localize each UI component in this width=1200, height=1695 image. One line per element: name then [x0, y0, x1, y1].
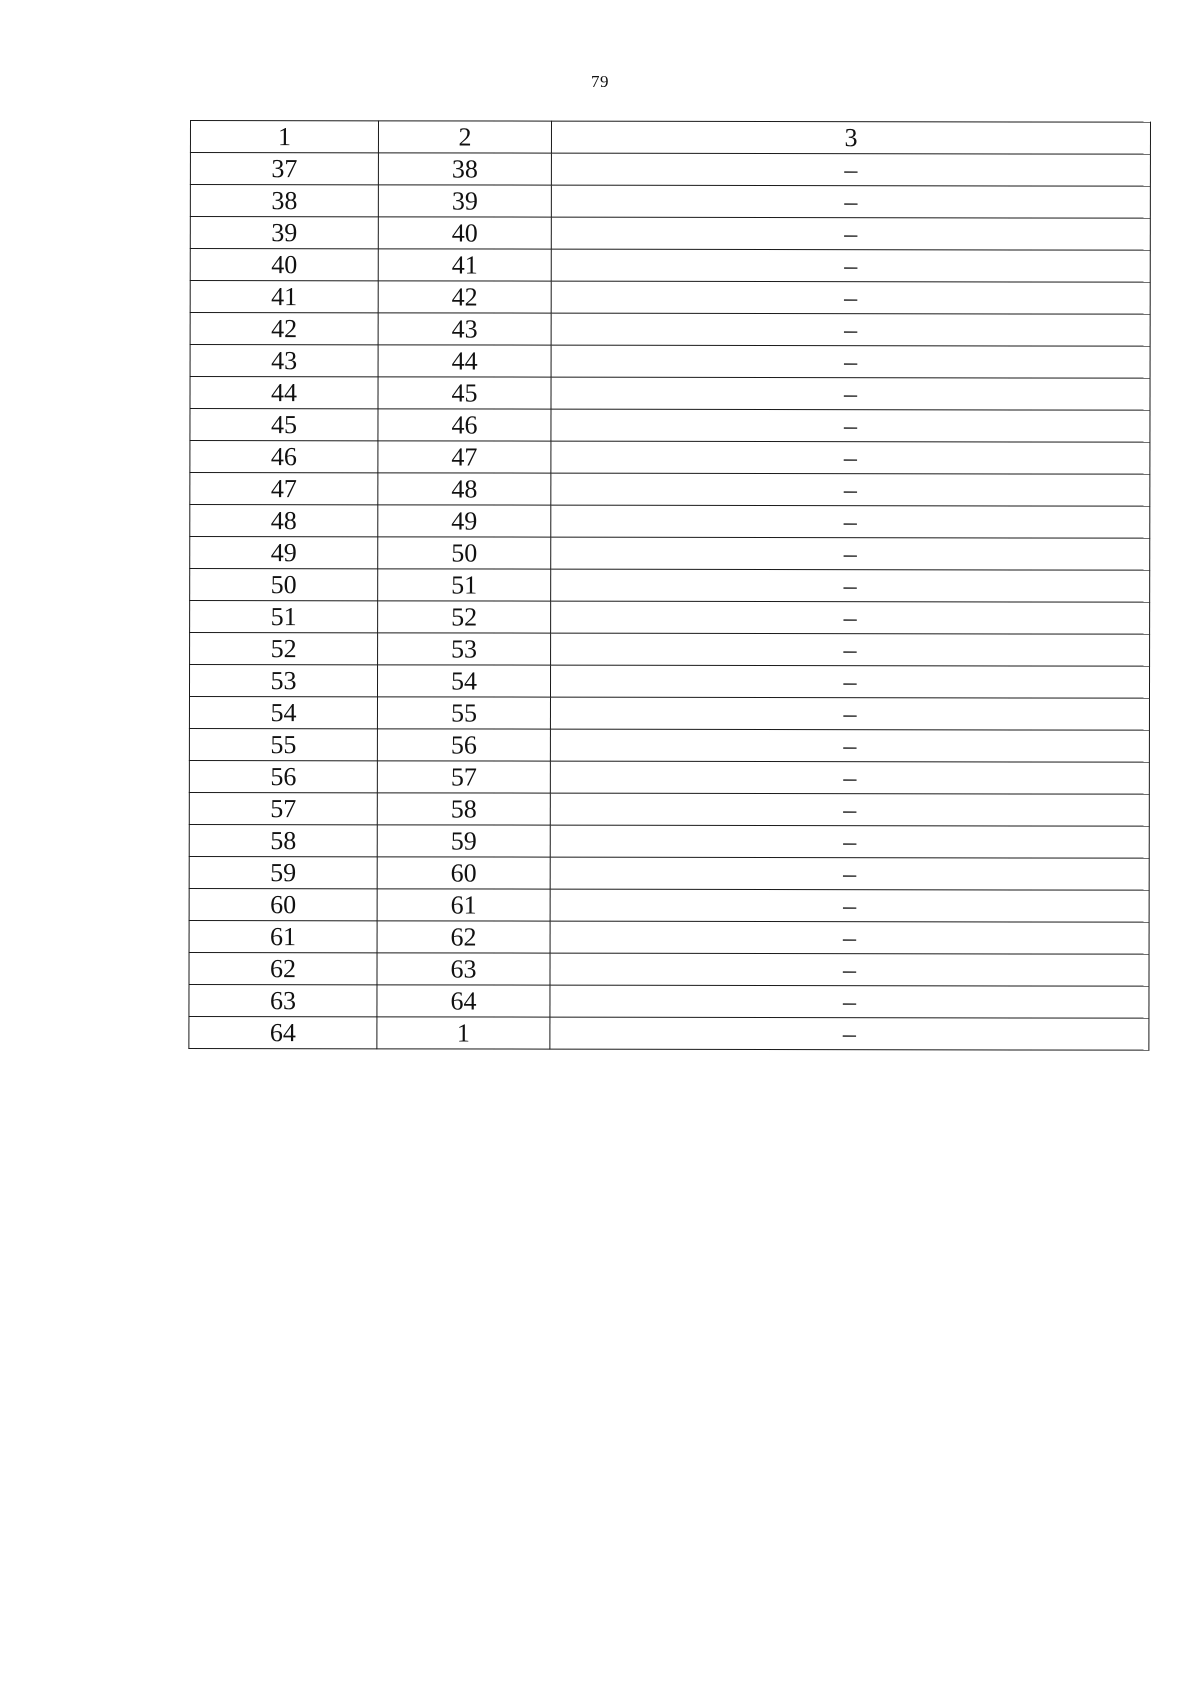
- table-cell-col-3: –: [550, 665, 1149, 698]
- table-cell-col-3: –: [551, 441, 1150, 474]
- table-row: [190, 633, 1150, 667]
- table-cell-col-3: –: [551, 153, 1150, 186]
- table-cell-col-3: –: [550, 825, 1149, 858]
- table-row: [190, 153, 1150, 187]
- table-cell-col-2: 1: [377, 1017, 550, 1049]
- table-cell-col-1: 39: [190, 217, 378, 249]
- table-cell-col-3: –: [551, 185, 1150, 218]
- table-cell-col-1: 37: [190, 153, 378, 185]
- table-cell-col-2: 40: [378, 217, 551, 249]
- table-cell-col-3: –: [551, 409, 1150, 442]
- table-cell-col-2: 61: [377, 889, 550, 921]
- table-cell-col-2: 48: [378, 473, 551, 505]
- table-row: [190, 409, 1150, 443]
- table-cell-col-1: 40: [190, 249, 378, 281]
- table-cell-col-1: 52: [190, 633, 378, 665]
- table-cell-col-3: –: [551, 313, 1150, 346]
- table-row: [190, 281, 1150, 315]
- table-row: [190, 537, 1150, 571]
- table-cell-col-2: 64: [377, 985, 550, 1017]
- table-row: [189, 952, 1149, 986]
- header-cell-col-3: 3: [551, 121, 1150, 154]
- table-cell-col-3: –: [550, 793, 1149, 826]
- table-cell-col-2: 52: [378, 601, 551, 633]
- table-cell-col-3: –: [550, 857, 1149, 890]
- table-row: [190, 441, 1150, 475]
- table-row: [190, 345, 1150, 379]
- table-cell-col-2: 53: [378, 633, 551, 665]
- table-cell-col-1: 48: [190, 505, 378, 537]
- table-row: [189, 728, 1149, 762]
- table-cell-col-1: 47: [190, 473, 378, 505]
- table-cell-col-2: 46: [378, 409, 551, 441]
- table-cell-col-3: –: [551, 345, 1150, 378]
- table-row: [189, 697, 1149, 731]
- header-cell-col-1: 1: [190, 121, 378, 153]
- table-cell-col-2: 49: [378, 505, 551, 537]
- table-row: [190, 185, 1150, 219]
- table-cell-col-3: –: [550, 761, 1149, 794]
- table-cell-col-1: 42: [190, 313, 378, 345]
- table-cell-col-3: –: [551, 601, 1150, 634]
- table-row: [190, 569, 1150, 603]
- table-cell-col-3: –: [551, 537, 1150, 570]
- table-cell-col-2: 43: [378, 313, 551, 345]
- table-row: [190, 377, 1150, 411]
- table-cell-col-3: –: [550, 697, 1149, 730]
- table-cell-col-2: 44: [378, 345, 551, 377]
- table-body: [189, 121, 1151, 1051]
- table-cell-col-2: 42: [378, 281, 551, 313]
- table-cell-col-3: –: [551, 217, 1150, 250]
- table-cell-col-2: 60: [377, 857, 550, 889]
- table-cell-col-2: 47: [378, 441, 551, 473]
- table-cell-col-2: 55: [377, 697, 550, 729]
- table-cell-col-1: 55: [189, 728, 377, 760]
- table-cell-col-1: 50: [190, 569, 378, 601]
- table-cell-col-2: 54: [377, 665, 550, 697]
- table-cell-col-3: –: [551, 377, 1150, 410]
- table-header-row: [190, 121, 1150, 155]
- table-cell-col-1: 45: [190, 409, 378, 441]
- table-cell-col-1: 61: [189, 920, 377, 952]
- table-cell-col-1: 54: [189, 697, 377, 729]
- table-cell-col-3: –: [550, 953, 1149, 986]
- table-cell-col-2: 56: [377, 729, 550, 761]
- data-table: [188, 120, 1151, 1051]
- table-row: [190, 217, 1150, 251]
- table-cell-col-1: 53: [189, 665, 377, 697]
- table-cell-col-1: 56: [189, 760, 377, 792]
- table-row: [190, 505, 1150, 539]
- data-table-container: [188, 120, 1150, 1051]
- table-cell-col-1: 59: [189, 856, 377, 888]
- table-cell-col-3: –: [550, 985, 1149, 1018]
- table-cell-col-1: 60: [189, 888, 377, 920]
- table-row: [190, 313, 1150, 347]
- table-row: [189, 856, 1149, 890]
- table-row: [189, 920, 1149, 954]
- table-cell-col-3: –: [551, 569, 1150, 602]
- table-row: [189, 792, 1149, 826]
- table-row: [189, 984, 1149, 1018]
- table-row: [189, 824, 1149, 858]
- table-row: [189, 1016, 1149, 1050]
- table-cell-col-1: 49: [190, 537, 378, 569]
- table-cell-col-3: –: [551, 281, 1150, 314]
- table-cell-col-3: –: [551, 505, 1150, 538]
- table-cell-col-1: 43: [190, 345, 378, 377]
- table-cell-col-2: 39: [378, 185, 551, 217]
- table-cell-col-1: 64: [189, 1016, 377, 1048]
- table-cell-col-3: –: [551, 249, 1150, 282]
- table-cell-col-1: 46: [190, 441, 378, 473]
- table-cell-col-2: 57: [377, 761, 550, 793]
- table-cell-col-1: 63: [189, 984, 377, 1016]
- table-cell-col-2: 62: [377, 921, 550, 953]
- table-cell-col-2: 58: [377, 793, 550, 825]
- page-number: 79: [591, 72, 609, 91]
- table-cell-col-2: 51: [378, 569, 551, 601]
- table-cell-col-2: 50: [378, 537, 551, 569]
- table-cell-col-1: 41: [190, 281, 378, 313]
- table-cell-col-1: 51: [190, 601, 378, 633]
- table-row: [189, 760, 1149, 794]
- table-cell-col-3: –: [551, 633, 1150, 666]
- table-cell-col-3: –: [550, 1017, 1149, 1050]
- table-cell-col-2: 41: [378, 249, 551, 281]
- table-cell-col-3: –: [551, 473, 1150, 506]
- table-cell-col-3: –: [550, 729, 1149, 762]
- table-row: [190, 473, 1150, 507]
- table-row: [190, 249, 1150, 283]
- table-cell-col-1: 57: [189, 792, 377, 824]
- table-cell-col-2: 38: [378, 153, 551, 185]
- table-cell-col-2: 59: [377, 825, 550, 857]
- table-cell-col-2: 63: [377, 953, 550, 985]
- table-row: [189, 665, 1149, 699]
- table-cell-col-1: 44: [190, 377, 378, 409]
- table-row: [190, 601, 1150, 635]
- header-cell-col-2: 2: [378, 121, 551, 153]
- table-cell-col-2: 45: [378, 377, 551, 409]
- table-cell-col-3: –: [550, 921, 1149, 954]
- table-row: [189, 888, 1149, 922]
- table-cell-col-1: 62: [189, 952, 377, 984]
- table-cell-col-1: 38: [190, 185, 378, 217]
- table-cell-col-3: –: [550, 889, 1149, 922]
- table-cell-col-1: 58: [189, 824, 377, 856]
